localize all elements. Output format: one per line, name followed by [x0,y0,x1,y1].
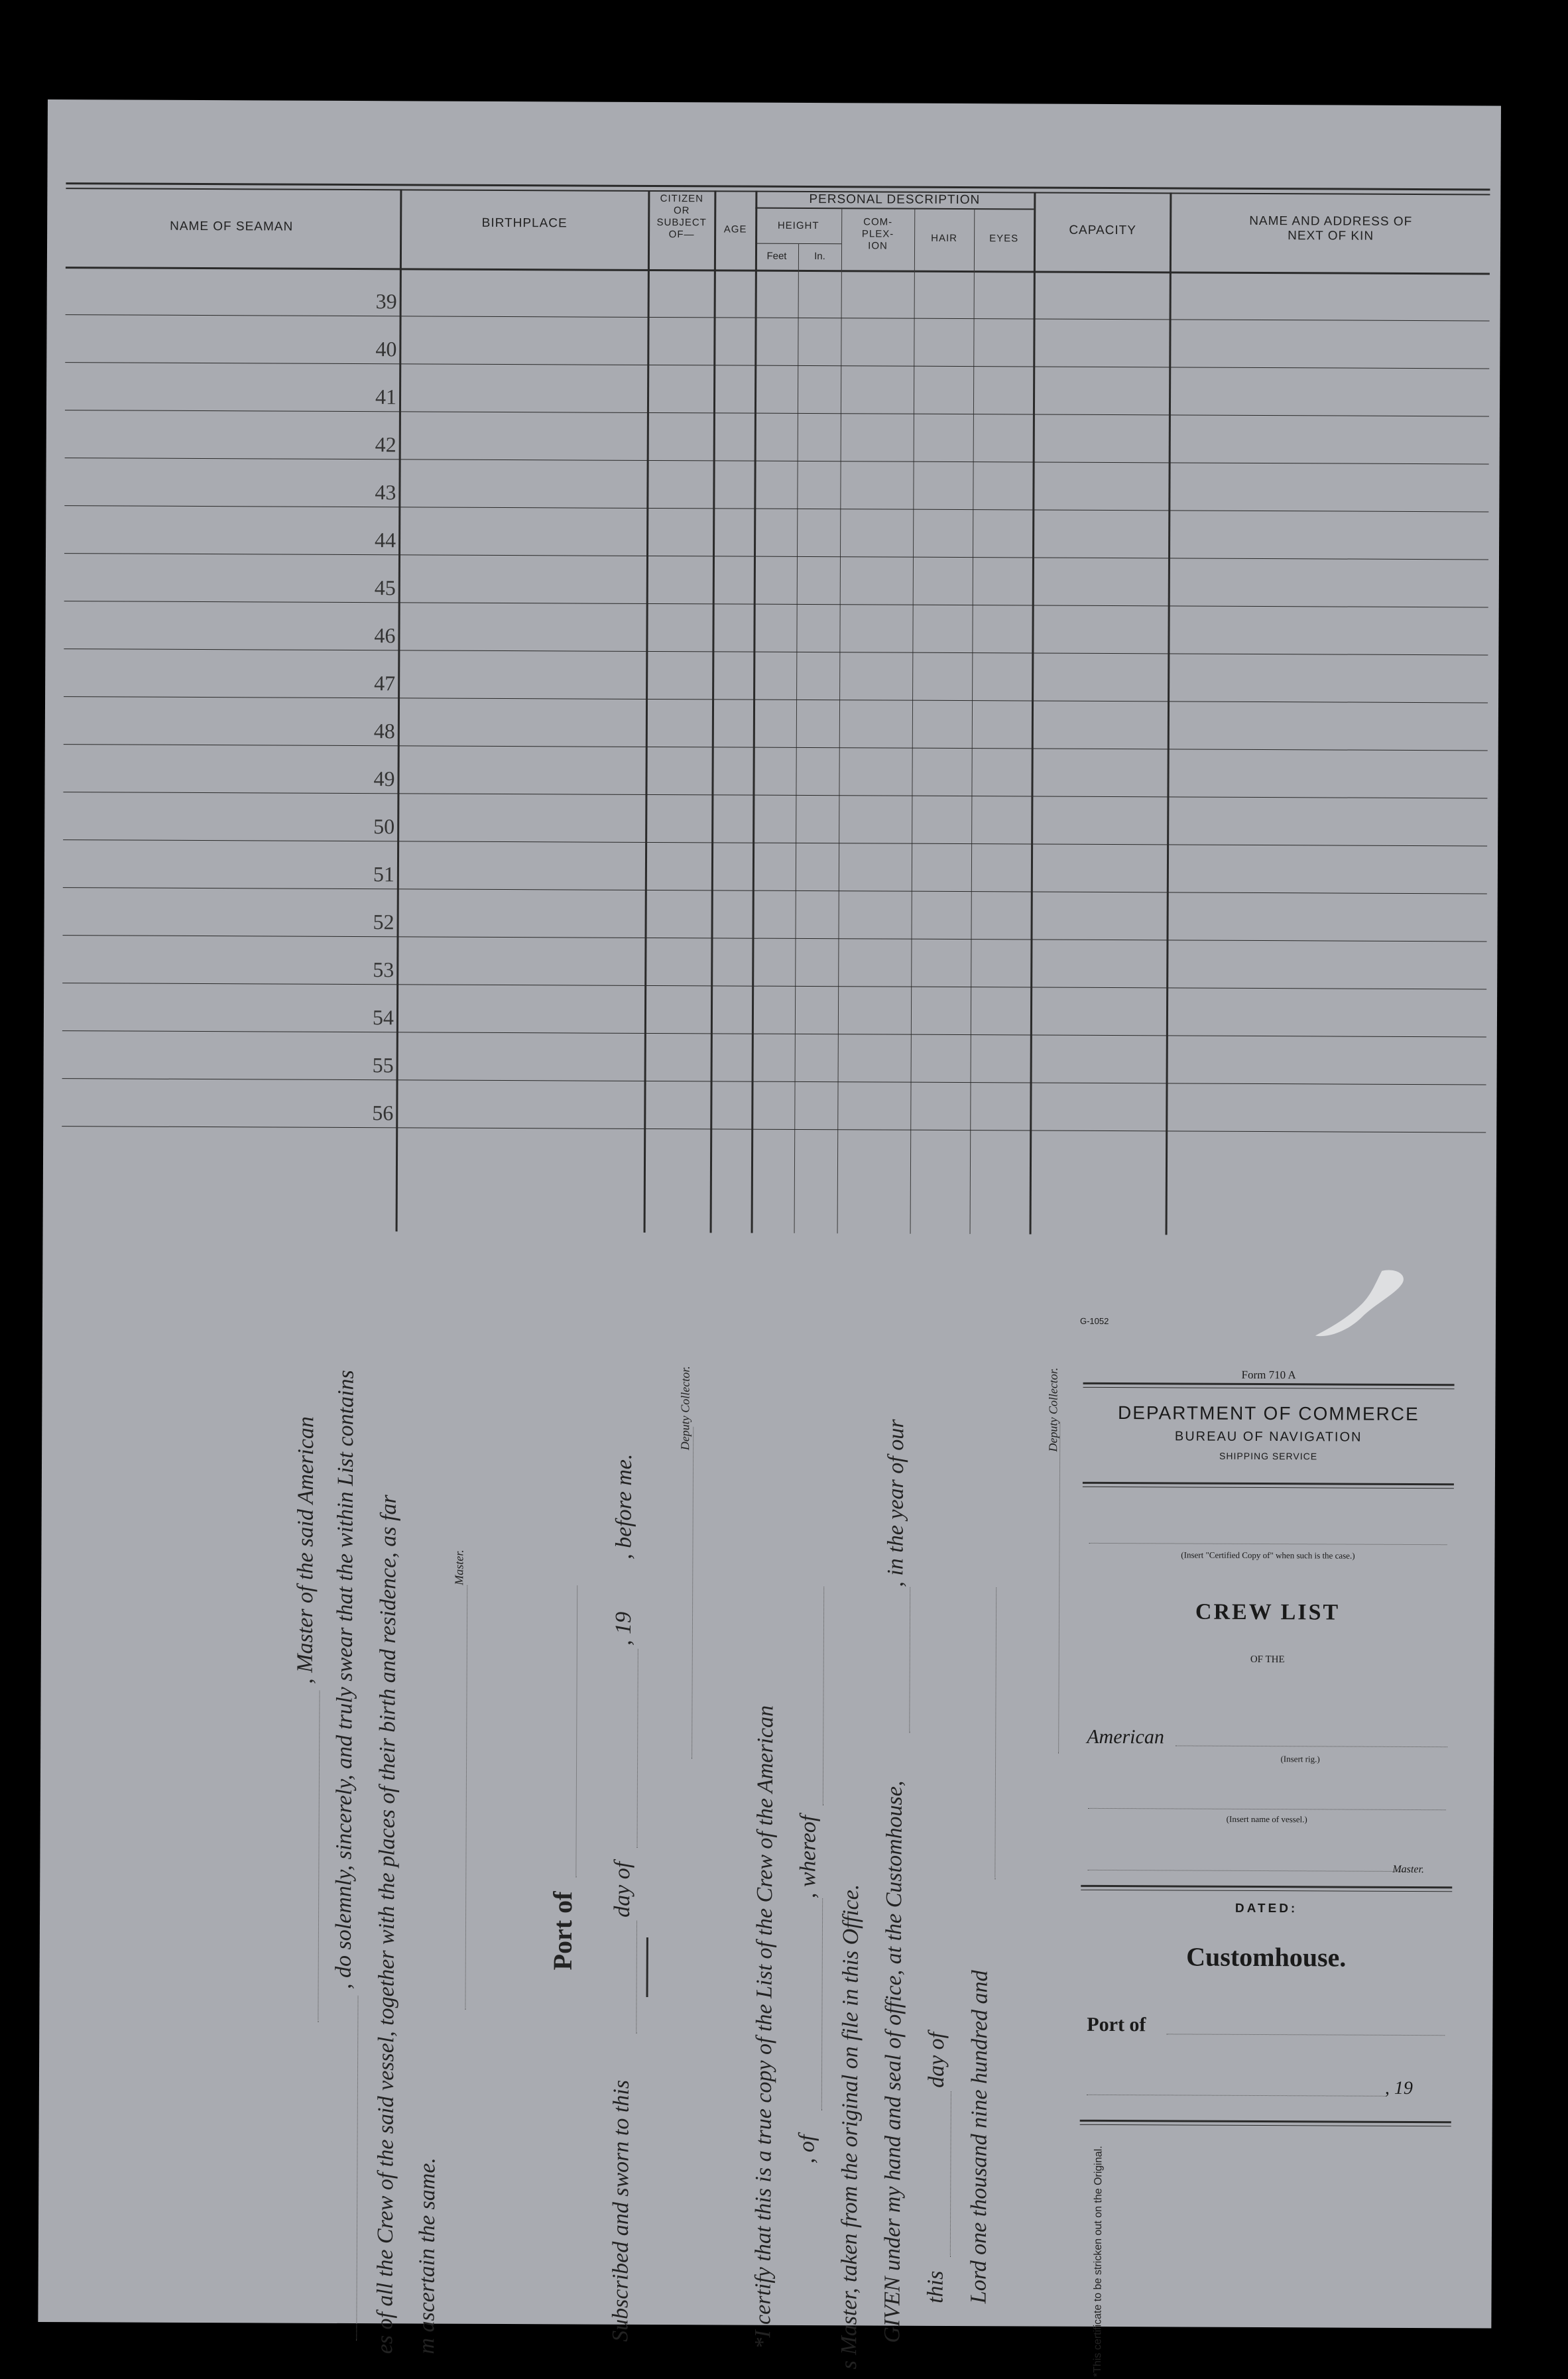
master-label: Master. [452,1550,466,1585]
deputy-collector-1: Deputy Collector. [678,1366,692,1451]
oath-master-of-american: , Master of the said American [292,1416,319,1684]
oath-subscribed: Subscribed and sworn to this [608,2079,634,2342]
row-number: 50 [373,814,395,839]
row-number: 40 [375,337,397,361]
certified-note: (Insert "Certified Copy of" when such is the case.) [1181,1550,1355,1561]
row-number: 41 [375,385,397,409]
certify-of-line [821,1898,823,2110]
oath-whereof: , whereof [796,1815,821,1899]
header-capacity: CAPACITY [1069,223,1136,238]
header-citizen-l4: OF— [668,229,695,241]
this-day-line [950,2091,951,2257]
table-row [62,1126,1486,1132]
table-row [64,553,1488,560]
header-age: AGE [723,223,747,235]
col-rule-complexion [837,208,843,1233]
col-rule-hair [910,208,916,1234]
table-row [63,887,1487,894]
row-number: 42 [375,432,396,457]
header-bottom-rule [66,267,1490,274]
row-number: 47 [374,671,396,696]
department-name: DEPARTMENT OF COMMERCE [1117,1402,1419,1425]
header-next-of-kin-l2: NEXT OF KIN [1288,229,1374,243]
deputy-collector-2: Deputy Collector. [1046,1367,1060,1452]
dated-label: DATED: [1235,1901,1298,1916]
row-number: 45 [374,576,396,600]
col-rule-inches [794,243,800,1233]
service-name: SHIPPING SERVICE [1219,1450,1318,1462]
oath-port-of: Port of [547,1891,578,1971]
oath-before-me: , before me. [611,1453,637,1559]
col-rule-feet [751,191,758,1233]
oath-this: this [923,2270,948,2303]
subscribed-day-line [636,1921,637,2034]
col-rule-citizen [644,190,650,1233]
header-complexion-l1: COM- [863,216,893,228]
table-row [64,744,1488,751]
header-height: HEIGHT [777,219,819,232]
crew-list-title: CREW LIST [1195,1599,1341,1625]
row-number: 39 [375,289,397,314]
header-complexion [841,216,914,252]
header-hair: HAIR [931,232,958,244]
oath-given: GIVEN under my hand and seal of office, at the Customhouse, [880,1780,907,2343]
given-customhouse-line [909,1587,910,1733]
cover-rule-bottom-2 [1080,2124,1451,2126]
cover-rule-mid-2 [1083,1487,1454,1489]
oath-day-of: day of [610,1861,635,1918]
header-citizen-l2: OR [673,205,690,217]
table-row [62,935,1486,942]
cover-rule-top-2 [1083,1387,1455,1389]
table-row [64,648,1488,655]
table-row [65,457,1489,464]
col-rule-eyes [970,208,975,1234]
oath-footnote: *This certificate to be stricken out on the Original. [1092,2146,1105,2377]
vessel-line [1088,1808,1446,1810]
port-underline [646,1937,648,1997]
col-rule-capacity [1030,192,1036,1234]
master-name-line [318,1691,320,2022]
oath-line-1 [356,1996,358,2341]
oath-names-crew: es of all the Crew of the said vessel, together with the places of their birth and residence, as far [373,1494,401,2354]
row-number: 53 [373,957,394,982]
pen-nib-smudge [1302,1264,1422,1344]
header-citizen-l3: SUBJECT [656,217,707,229]
oath-taken-from: s Master, taken from the original on file in this Office. [837,1884,864,2370]
cover-rule-dated [1081,1885,1452,1888]
row-number: 56 [372,1101,394,1125]
cover-rule-dated-2 [1081,1890,1452,1892]
header-complexion-l2: PLEX- [861,228,894,240]
table-row [65,362,1489,369]
table-row [64,601,1488,607]
header-complexion-l3: ION [868,240,888,252]
header-personal-description: PERSONAL DESCRIPTION [809,192,981,208]
header-feet: Feet [766,250,787,262]
table-row [65,410,1489,416]
col-rule-age [710,190,717,1233]
date-nineteen: , 19 [1384,2077,1413,2099]
table-row [62,1030,1486,1037]
row-number: 49 [373,766,395,791]
cover-rule-mid [1083,1482,1454,1485]
header-eyes: EYES [989,233,1019,245]
row-number: 51 [373,862,394,886]
header-inches: In. [814,251,825,263]
subscribed-month-line [637,1649,638,1848]
certify-whereof-line [823,1587,824,1805]
deputy-line-1 [692,1427,694,1758]
header-next-of-kin-l1: NAME AND ADDRESS OF [1249,213,1413,229]
bureau-name: BUREAU OF NAVIGATION [1174,1429,1362,1445]
header-birthplace: BIRTHPLACE [481,215,568,231]
form-number: Form 710 A [1241,1368,1296,1382]
master-label-cover: Master. [1392,1863,1424,1876]
crew-table [62,182,1490,1236]
row-number: 44 [375,528,396,552]
port-line [575,1586,577,1878]
port-of-label: Port of [1087,2013,1146,2036]
table-row [64,696,1488,703]
cover-rule-top [1083,1382,1455,1386]
oath-day-of-2: day of [924,2032,949,2088]
table-row [62,1078,1486,1085]
certified-copy-line [1089,1543,1447,1545]
oath-lord: Lord one thousand nine hundred and [966,1970,993,2304]
table-row [62,983,1486,989]
port-of-line [1166,2034,1445,2036]
row-number: 52 [373,910,394,934]
header-next-of-kin [1172,213,1490,244]
insert-rig: (Insert rig.) [1280,1754,1320,1764]
cover-rule-bottom [1080,2120,1451,2123]
table-row [64,505,1488,512]
master-signature-line [465,1585,467,2010]
form-code: G-1052 [1079,1315,1109,1327]
row-number: 46 [374,623,396,648]
header-name-of-seaman: NAME OF SEAMAN [170,219,294,234]
oath-solemnly: , do solemnly, sincerely, and truly swear that the within List contains [331,1370,359,1990]
lord-year-line [995,1587,996,1879]
of-the: OF THE [1250,1654,1285,1666]
deputy-line-2 [1058,1422,1060,1754]
american-label: American [1087,1725,1164,1748]
oath-year-of-our: , in the year of our [883,1419,909,1587]
col-rule-kin [1166,192,1172,1235]
customhouse-label: Customhouse. [1186,1941,1347,1973]
oath-ascertain: m ascertain the same. [414,2157,440,2354]
row-number: 54 [372,1005,394,1030]
row-number: 43 [375,480,396,505]
oath-nineteen: , 19 [611,1611,636,1646]
oath-of: , of [794,2134,819,2164]
master-line [1087,1870,1406,1872]
oath-certify: *I certify that this is a true copy of the List of the Crew of the American [751,1705,778,2349]
table-row [66,314,1490,321]
date-line [1087,2095,1385,2097]
table-row [63,839,1487,846]
rig-line [1176,1745,1447,1747]
row-number: 48 [373,719,395,743]
header-citizen [649,193,714,241]
document-page [38,99,1501,2377]
row-number: 55 [372,1053,394,1077]
table-row [63,792,1487,798]
header-citizen-l1: CITIZEN [660,193,704,205]
insert-vessel: (Insert name of vessel.) [1226,1813,1307,1825]
